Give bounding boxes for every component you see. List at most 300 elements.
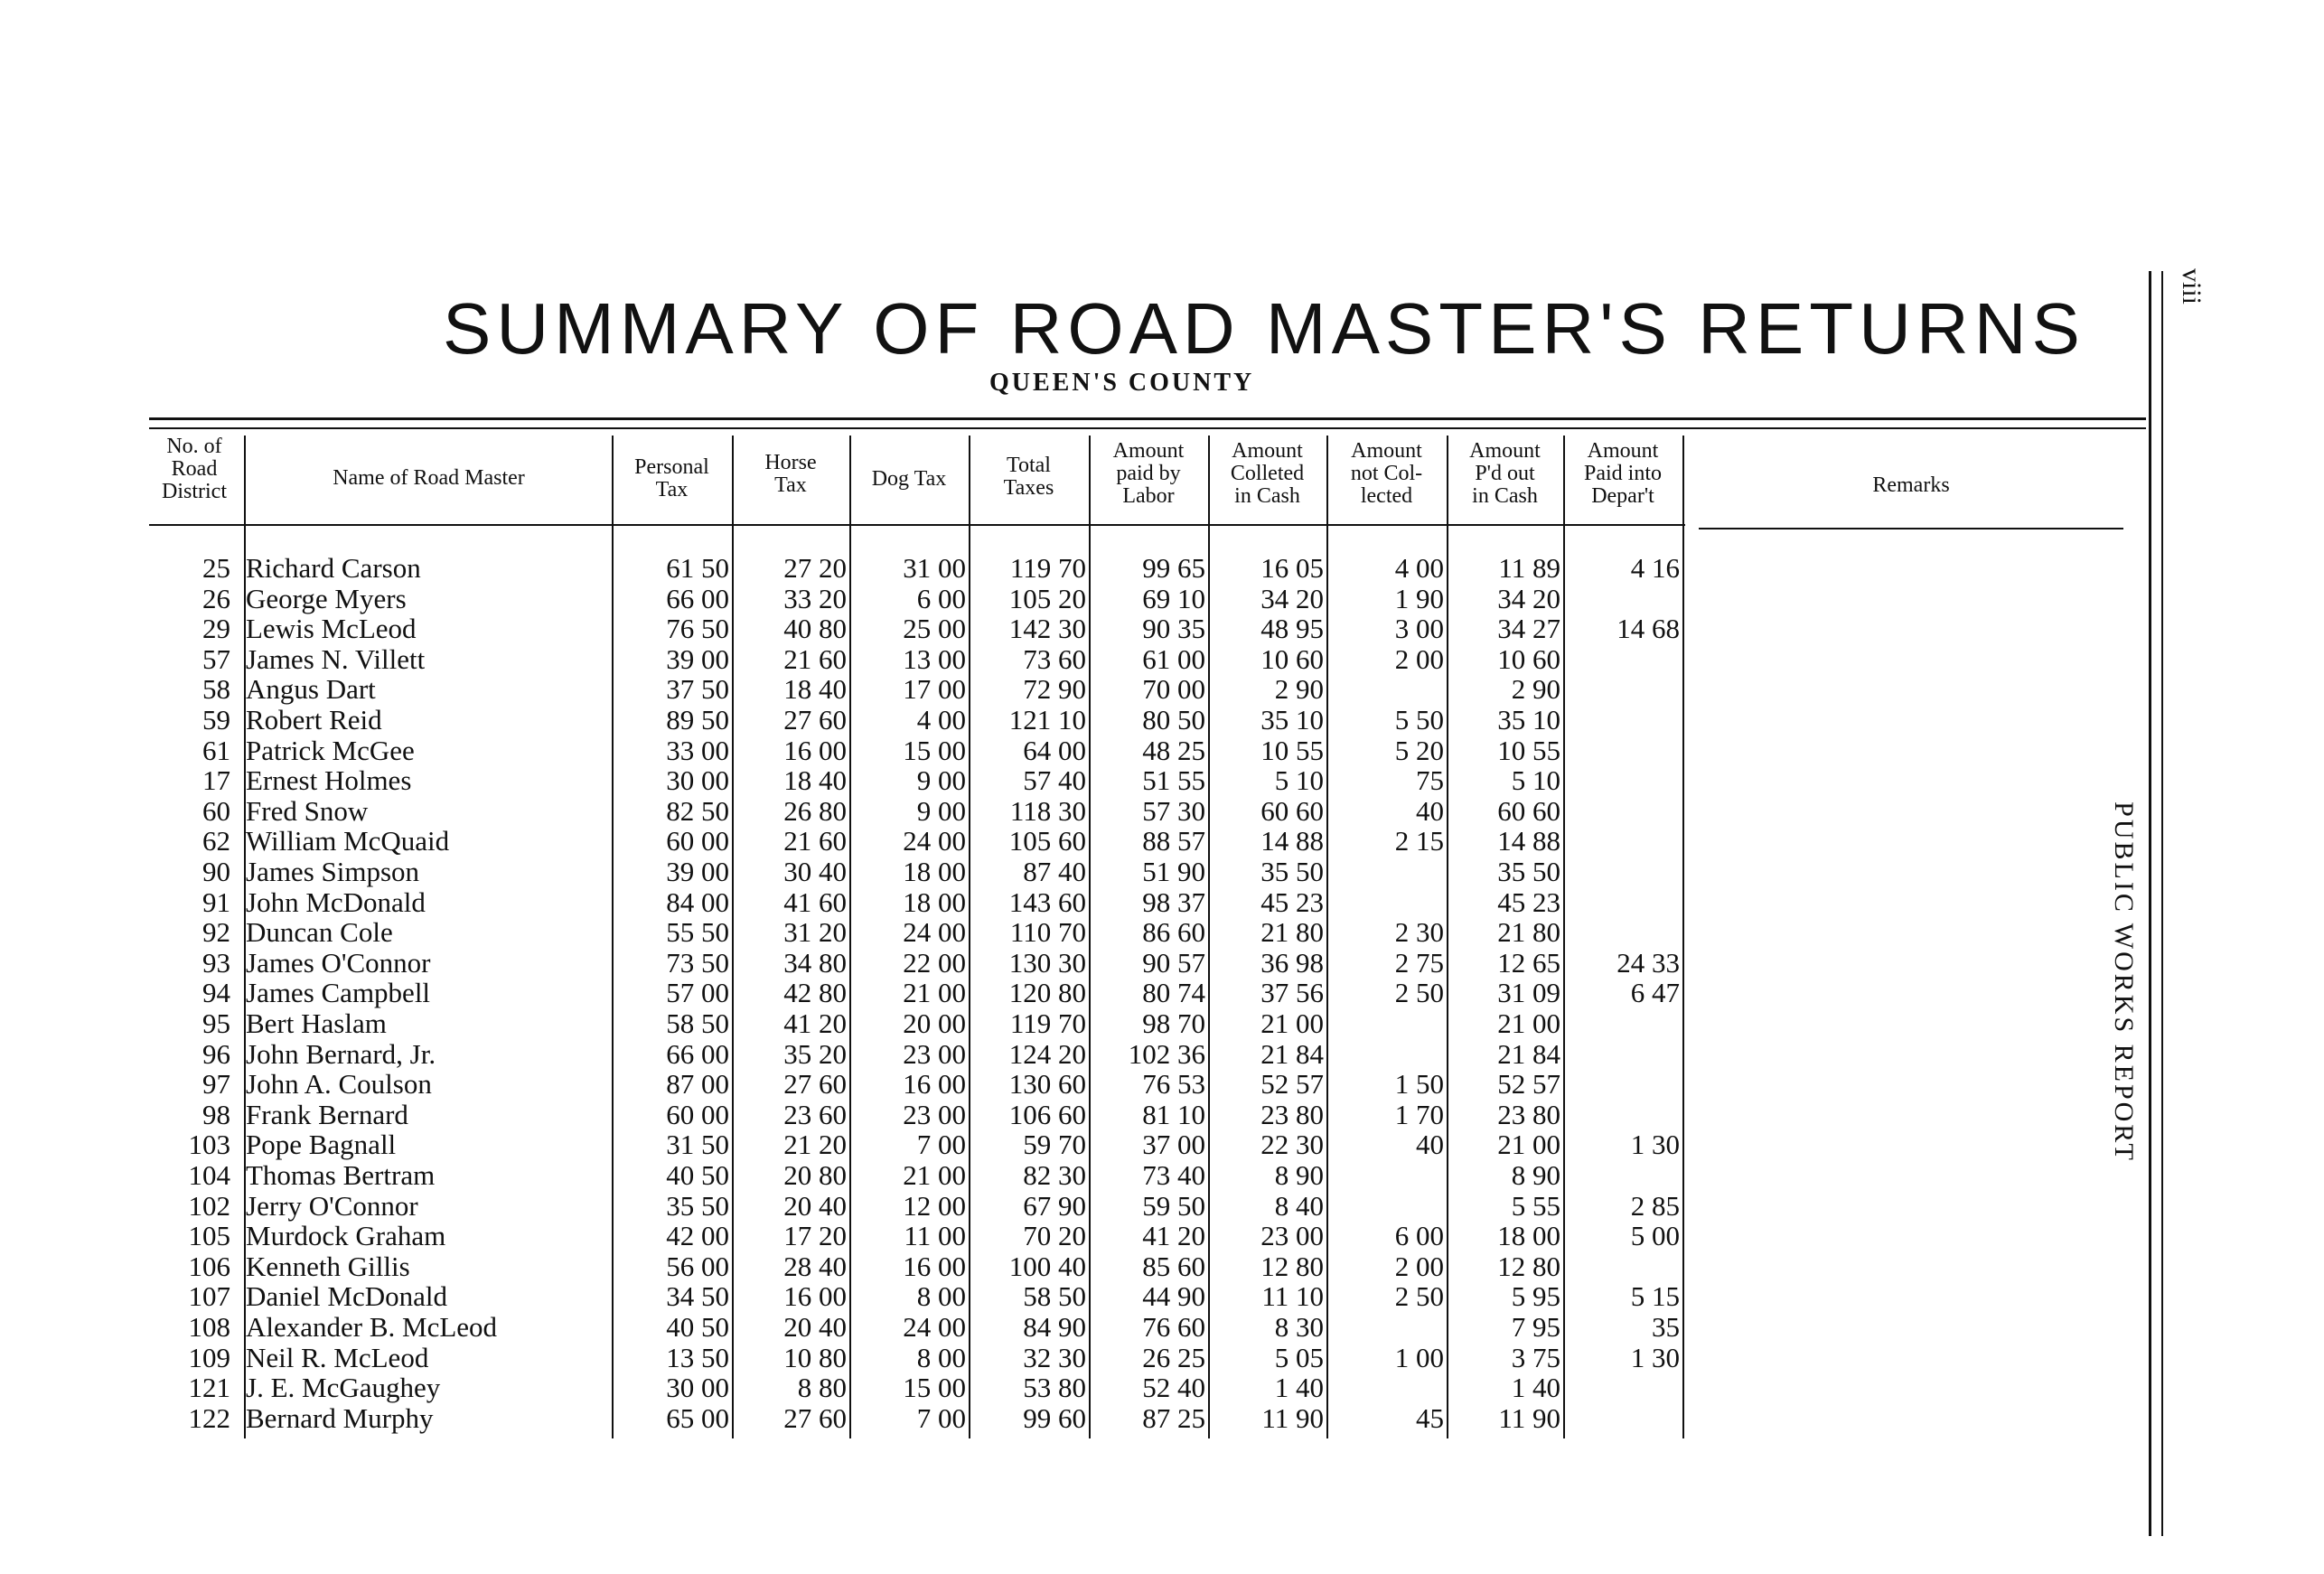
table-row [0,857,1807,887]
not-collected-cell: 3 00 [1394,613,1444,645]
collected-cash-cell: 21 00 [1260,1007,1324,1039]
total-taxes-cell: 120 80 [1008,977,1086,1009]
total-taxes-cell: 73 60 [1023,642,1086,675]
personal-tax-cell: 39 00 [666,642,729,675]
personal-tax-cell: 35 50 [666,1189,729,1222]
personal-tax-cell: 65 00 [666,1401,729,1434]
paid-into-cell: 1 30 [1630,1129,1680,1161]
not-collected-cell: 45 [1416,1401,1444,1434]
horse-tax-cell: 40 80 [783,613,847,645]
horse-tax-cell: 21 60 [783,825,847,857]
paid-out-cell: 14 88 [1497,825,1560,857]
paid-by-labor-cell: 99 65 [1142,552,1205,584]
total-taxes-cell: 119 70 [1009,1007,1086,1039]
name-cell: John A. Coulson [246,1068,432,1101]
personal-tax-cell: 34 50 [666,1280,729,1313]
collected-cash-cell: 8 90 [1274,1159,1324,1191]
paid-out-cell: 10 60 [1497,642,1560,675]
collected-cash-cell: 5 05 [1274,1341,1324,1373]
name-cell: Jerry O'Connor [246,1189,418,1222]
personal-tax-cell: 31 50 [666,1129,729,1161]
collected-cash-cell: 16 05 [1260,552,1324,584]
total-taxes-cell: 67 90 [1023,1189,1086,1222]
header-paid-out: Amount P'd out in Cash [1469,439,1541,508]
paid-by-labor-cell: 70 00 [1142,673,1205,706]
dog-tax-cell: 24 00 [903,916,966,949]
paid-out-cell: 34 27 [1497,613,1560,645]
district-cell: 95 [202,1007,230,1039]
name-cell: Neil R. McLeod [246,1341,429,1373]
paid-out-cell: 23 80 [1497,1098,1560,1130]
table-row [0,705,1807,735]
name-cell: Alexander B. McLeod [246,1311,498,1343]
collected-cash-cell: 10 55 [1260,734,1324,766]
dog-tax-cell: 17 00 [903,673,966,706]
total-taxes-cell: 58 50 [1023,1280,1086,1313]
district-cell: 93 [202,946,230,979]
horse-tax-cell: 26 80 [783,794,847,827]
dog-tax-cell: 31 00 [903,552,966,584]
right-border [2149,271,2151,1536]
paid-by-labor-cell: 81 10 [1142,1098,1205,1130]
paid-by-labor-cell: 51 55 [1142,764,1205,797]
name-cell: William McQuaid [246,825,450,857]
personal-tax-cell: 84 00 [666,885,729,918]
name-cell: Fred Snow [246,794,369,827]
collected-cash-cell: 22 30 [1260,1129,1324,1161]
district-cell: 92 [202,916,230,949]
horse-tax-cell: 34 80 [783,946,847,979]
horse-tax-cell: 18 40 [783,673,847,706]
personal-tax-cell: 39 00 [666,856,729,887]
dog-tax-cell: 9 00 [916,794,966,827]
collected-cash-cell: 35 10 [1260,704,1324,735]
district-cell: 91 [202,885,230,918]
name-cell: Kenneth Gillis [246,1250,410,1282]
total-taxes-cell: 53 80 [1023,1372,1086,1404]
total-taxes-cell: 105 20 [1008,582,1086,614]
personal-tax-cell: 13 50 [666,1341,729,1373]
personal-tax-cell: 37 50 [666,673,729,706]
district-cell: 57 [202,642,230,675]
dog-tax-cell: 4 00 [916,704,966,735]
total-taxes-cell: 72 90 [1023,673,1086,706]
personal-tax-cell: 55 50 [666,916,729,949]
district-cell: 104 [188,1159,230,1191]
horse-tax-cell: 18 40 [783,764,847,797]
district-cell: 105 [188,1220,230,1252]
horse-tax-cell: 20 40 [783,1189,847,1222]
horse-tax-cell: 27 60 [783,1068,847,1101]
table-row [0,1373,1807,1403]
dog-tax-cell: 8 00 [916,1341,966,1373]
name-cell: James O'Connor [246,946,431,979]
paid-out-cell: 5 10 [1511,764,1560,797]
table-row [0,948,1807,979]
paid-by-labor-cell: 98 37 [1142,885,1205,918]
collected-cash-cell: 10 60 [1260,642,1324,675]
collected-cash-cell: 36 98 [1260,946,1324,979]
personal-tax-cell: 30 00 [666,764,729,797]
header-total: Total Taxes [1003,454,1054,500]
horse-tax-cell: 10 80 [783,1341,847,1373]
paid-by-labor-cell: 85 60 [1142,1250,1205,1282]
header-rule [149,524,1685,526]
paid-by-labor-cell: 76 53 [1142,1068,1205,1101]
table-row [0,1281,1807,1312]
horse-tax-cell: 20 40 [783,1311,847,1343]
paid-out-cell: 21 84 [1497,1037,1560,1070]
top-rule [149,417,2146,420]
not-collected-cell: 1 70 [1394,1098,1444,1130]
collected-cash-cell: 48 95 [1260,613,1324,645]
dog-tax-cell: 23 00 [903,1037,966,1070]
total-taxes-cell: 70 20 [1023,1220,1086,1252]
header-district: No. of Road District [162,435,227,503]
table-row [0,584,1807,614]
table-row [0,1191,1807,1222]
paid-out-cell: 8 90 [1511,1159,1560,1191]
paid-by-labor-cell: 57 30 [1142,794,1205,827]
paid-by-labor-cell: 87 25 [1142,1401,1205,1434]
total-taxes-cell: 105 60 [1008,825,1086,857]
horse-tax-cell: 33 20 [783,582,847,614]
dog-tax-cell: 9 00 [916,764,966,797]
district-cell: 98 [202,1098,230,1130]
table-row [0,644,1807,675]
paid-out-cell: 21 00 [1497,1129,1560,1161]
name-cell: George Myers [246,582,407,614]
paid-by-labor-cell: 48 25 [1142,734,1205,766]
collected-cash-cell: 60 60 [1260,794,1324,827]
personal-tax-cell: 89 50 [666,704,729,735]
district-cell: 26 [202,582,230,614]
total-taxes-cell: 130 30 [1008,946,1086,979]
name-cell: John Bernard, Jr. [246,1037,436,1070]
district-cell: 62 [202,825,230,857]
total-taxes-cell: 64 00 [1023,734,1086,766]
name-cell: James Campbell [246,977,431,1009]
total-taxes-cell: 87 40 [1023,856,1086,887]
paid-out-cell: 2 90 [1511,673,1560,706]
personal-tax-cell: 40 50 [666,1311,729,1343]
total-taxes-cell: 59 70 [1023,1129,1086,1161]
district-cell: 61 [202,734,230,766]
personal-tax-cell: 40 50 [666,1159,729,1191]
district-cell: 25 [202,552,230,584]
total-taxes-cell: 57 40 [1023,764,1086,797]
collected-cash-cell: 2 90 [1274,673,1324,706]
total-taxes-cell: 119 70 [1009,552,1086,584]
personal-tax-cell: 60 00 [666,1098,729,1130]
horse-tax-cell: 35 20 [783,1037,847,1070]
horse-tax-cell: 31 20 [783,916,847,949]
horse-tax-cell: 27 60 [783,1401,847,1434]
paid-by-labor-cell: 98 70 [1142,1007,1205,1039]
district-cell: 122 [188,1401,230,1434]
paid-into-cell: 2 85 [1630,1189,1680,1222]
horse-tax-cell: 16 00 [783,734,847,766]
table-row [0,796,1807,827]
collected-cash-cell: 21 84 [1260,1037,1324,1070]
collected-cash-cell: 52 57 [1260,1068,1324,1101]
not-collected-cell: 40 [1416,794,1444,827]
dog-tax-cell: 13 00 [903,642,966,675]
table-row [0,735,1807,766]
collected-cash-cell: 1 40 [1274,1372,1324,1404]
personal-tax-cell: 66 00 [666,1037,729,1070]
not-collected-cell: 1 00 [1394,1341,1444,1373]
not-collected-cell: 2 30 [1394,916,1444,949]
paid-out-cell: 1 40 [1511,1372,1560,1404]
name-cell: Robert Reid [246,704,382,735]
district-cell: 103 [188,1129,230,1161]
table-row [0,553,1807,584]
table-row [0,1251,1807,1282]
name-cell: Lewis McLeod [246,613,417,645]
district-cell: 29 [202,613,230,645]
header-personal: Personal Tax [634,455,709,501]
not-collected-cell: 4 00 [1394,552,1444,584]
table-row [0,1039,1807,1070]
name-cell: James Simpson [246,856,420,887]
table-row [0,1069,1807,1100]
paid-out-cell: 60 60 [1497,794,1560,827]
paid-by-labor-cell: 52 40 [1142,1372,1205,1404]
paid-out-cell: 3 75 [1511,1341,1560,1373]
header-paid-into: Amount Paid into Depar't [1583,439,1662,508]
not-collected-cell: 5 20 [1394,734,1444,766]
dog-tax-cell: 18 00 [903,856,966,887]
horse-tax-cell: 21 20 [783,1129,847,1161]
dog-tax-cell: 7 00 [916,1401,966,1434]
personal-tax-cell: 61 50 [666,552,729,584]
personal-tax-cell: 42 00 [666,1220,729,1252]
total-taxes-cell: 100 40 [1008,1250,1086,1282]
name-cell: John McDonald [246,885,426,918]
district-cell: 58 [202,673,230,706]
header-rule-remarks [1699,528,2123,529]
paid-out-cell: 11 89 [1498,552,1560,584]
header-remarks: Remarks [1872,473,1950,497]
table-row [0,1343,1807,1373]
dog-tax-cell: 11 00 [904,1220,966,1252]
total-taxes-cell: 143 60 [1008,885,1086,918]
name-cell: Daniel McDonald [246,1280,447,1313]
name-cell: Murdock Graham [246,1220,446,1252]
header-not-collected: Amount not Col- lected [1350,439,1423,508]
total-taxes-cell: 110 70 [1009,916,1086,949]
name-cell: James N. Villett [246,642,426,675]
personal-tax-cell: 33 00 [666,734,729,766]
horse-tax-cell: 41 20 [783,1007,847,1039]
paid-into-cell: 6 47 [1630,977,1680,1009]
not-collected-cell: 40 [1416,1129,1444,1161]
paid-out-cell: 35 10 [1497,704,1560,735]
total-taxes-cell: 121 10 [1008,704,1086,735]
paid-by-labor-cell: 44 90 [1142,1280,1205,1313]
horse-tax-cell: 21 60 [783,642,847,675]
district-cell: 121 [188,1372,230,1404]
district-cell: 17 [202,764,230,797]
table-row [0,765,1807,796]
paid-by-labor-cell: 69 10 [1142,582,1205,614]
not-collected-cell: 2 50 [1394,977,1444,1009]
not-collected-cell: 2 00 [1394,1250,1444,1282]
paid-by-labor-cell: 90 35 [1142,613,1205,645]
personal-tax-cell: 87 00 [666,1068,729,1101]
table-row [0,674,1807,705]
collected-cash-cell: 12 80 [1260,1250,1324,1282]
name-cell: Frank Bernard [246,1098,408,1130]
dog-tax-cell: 21 00 [903,977,966,1009]
horse-tax-cell: 27 60 [783,704,847,735]
paid-out-cell: 21 80 [1497,916,1560,949]
dog-tax-cell: 16 00 [903,1068,966,1101]
table-row [0,1312,1807,1343]
horse-tax-cell: 20 80 [783,1159,847,1191]
district-cell: 107 [188,1280,230,1313]
district-cell: 108 [188,1311,230,1343]
district-cell: 59 [202,704,230,735]
paid-by-labor-cell: 26 25 [1142,1341,1205,1373]
personal-tax-cell: 73 50 [666,946,729,979]
personal-tax-cell: 30 00 [666,1372,729,1404]
horse-tax-cell: 30 40 [783,856,847,887]
header-collected: Amount Colleted in Cash [1230,439,1305,508]
paid-by-labor-cell: 80 74 [1142,977,1205,1009]
paid-into-cell: 35 [1652,1311,1680,1343]
collected-cash-cell: 8 40 [1274,1189,1324,1222]
header-name: Name of Road Master [333,466,525,490]
table-row [0,614,1807,644]
dog-tax-cell: 18 00 [903,885,966,918]
horse-tax-cell: 28 40 [783,1250,847,1282]
paid-out-cell: 45 23 [1497,885,1560,918]
header-dog: Dog Tax [871,467,947,491]
personal-tax-cell: 58 50 [666,1007,729,1039]
dog-tax-cell: 7 00 [916,1129,966,1161]
dog-tax-cell: 21 00 [903,1159,966,1191]
collected-cash-cell: 8 30 [1274,1311,1324,1343]
paid-by-labor-cell: 86 60 [1142,916,1205,949]
total-taxes-cell: 130 60 [1008,1068,1086,1101]
paid-by-labor-cell: 73 40 [1142,1159,1205,1191]
total-taxes-cell: 106 60 [1008,1098,1086,1130]
not-collected-cell: 6 00 [1394,1220,1444,1252]
paid-out-cell: 12 80 [1497,1250,1560,1282]
paid-by-labor-cell: 102 36 [1128,1037,1205,1070]
table-row [0,1221,1807,1251]
paid-by-labor-cell: 88 57 [1142,825,1205,857]
district-cell: 94 [202,977,230,1009]
table-row [0,826,1807,857]
paid-by-labor-cell: 37 00 [1142,1129,1205,1161]
collected-cash-cell: 14 88 [1260,825,1324,857]
paid-into-cell: 24 33 [1616,946,1680,979]
personal-tax-cell: 57 00 [666,977,729,1009]
total-taxes-cell: 84 90 [1023,1311,1086,1343]
dog-tax-cell: 8 00 [916,1280,966,1313]
collected-cash-cell: 11 10 [1261,1280,1324,1313]
table-row [0,1100,1807,1130]
not-collected-cell: 2 50 [1394,1280,1444,1313]
paid-out-cell: 5 95 [1511,1280,1560,1313]
total-taxes-cell: 32 30 [1023,1341,1086,1373]
dog-tax-cell: 16 00 [903,1250,966,1282]
paid-into-cell: 5 00 [1630,1220,1680,1252]
not-collected-cell: 5 50 [1394,704,1444,735]
horse-tax-cell: 42 80 [783,977,847,1009]
dog-tax-cell: 23 00 [903,1098,966,1130]
page-title: SUMMARY OF ROAD MASTER'S RETURNS [443,288,2085,369]
paid-by-labor-cell: 80 50 [1142,704,1205,735]
dog-tax-cell: 24 00 [903,1311,966,1343]
table-row [0,917,1807,948]
name-cell: Ernest Holmes [246,764,412,797]
district-cell: 96 [202,1037,230,1070]
total-taxes-cell: 82 30 [1023,1159,1086,1191]
paid-out-cell: 7 95 [1511,1311,1560,1343]
dog-tax-cell: 6 00 [916,582,966,614]
dog-tax-cell: 15 00 [903,1372,966,1404]
total-taxes-cell: 118 30 [1009,794,1086,827]
name-cell: Bert Haslam [246,1007,387,1039]
name-cell: Bernard Murphy [246,1401,434,1434]
district-cell: 90 [202,856,230,887]
collected-cash-cell: 34 20 [1260,582,1324,614]
paid-out-cell: 34 20 [1497,582,1560,614]
horse-tax-cell: 17 20 [783,1220,847,1252]
paid-out-cell: 18 00 [1497,1220,1560,1252]
dog-tax-cell: 24 00 [903,825,966,857]
name-cell: Duncan Cole [246,916,393,949]
collected-cash-cell: 37 56 [1260,977,1324,1009]
personal-tax-cell: 76 50 [666,613,729,645]
district-cell: 102 [188,1189,230,1222]
top-rule-2 [149,427,2146,429]
paid-by-labor-cell: 61 00 [1142,642,1205,675]
dog-tax-cell: 25 00 [903,613,966,645]
dog-tax-cell: 20 00 [903,1007,966,1039]
horse-tax-cell: 27 20 [783,552,847,584]
not-collected-cell: 1 90 [1394,582,1444,614]
personal-tax-cell: 66 00 [666,582,729,614]
paid-out-cell: 31 09 [1497,977,1560,1009]
right-border-2 [2161,271,2163,1536]
horse-tax-cell: 8 80 [797,1372,847,1404]
personal-tax-cell: 60 00 [666,825,729,857]
paid-into-cell: 1 30 [1630,1341,1680,1373]
collected-cash-cell: 35 50 [1260,856,1324,887]
name-cell: Richard Carson [246,552,421,584]
district-cell: 109 [188,1341,230,1373]
not-collected-cell: 2 00 [1394,642,1444,675]
paid-out-cell: 52 57 [1497,1068,1560,1101]
table-row [0,1129,1807,1160]
side-title: PUBLIC WORKS REPORT [2109,801,2139,1163]
name-cell: J. E. McGaughey [246,1372,441,1404]
name-cell: Angus Dart [246,673,376,706]
table-row [0,1008,1807,1039]
collected-cash-cell: 11 90 [1261,1401,1324,1434]
district-cell: 106 [188,1250,230,1282]
district-cell: 97 [202,1068,230,1101]
paid-by-labor-cell: 59 50 [1142,1189,1205,1222]
horse-tax-cell: 41 60 [783,885,847,918]
total-taxes-cell: 99 60 [1023,1401,1086,1434]
not-collected-cell: 75 [1416,764,1444,797]
